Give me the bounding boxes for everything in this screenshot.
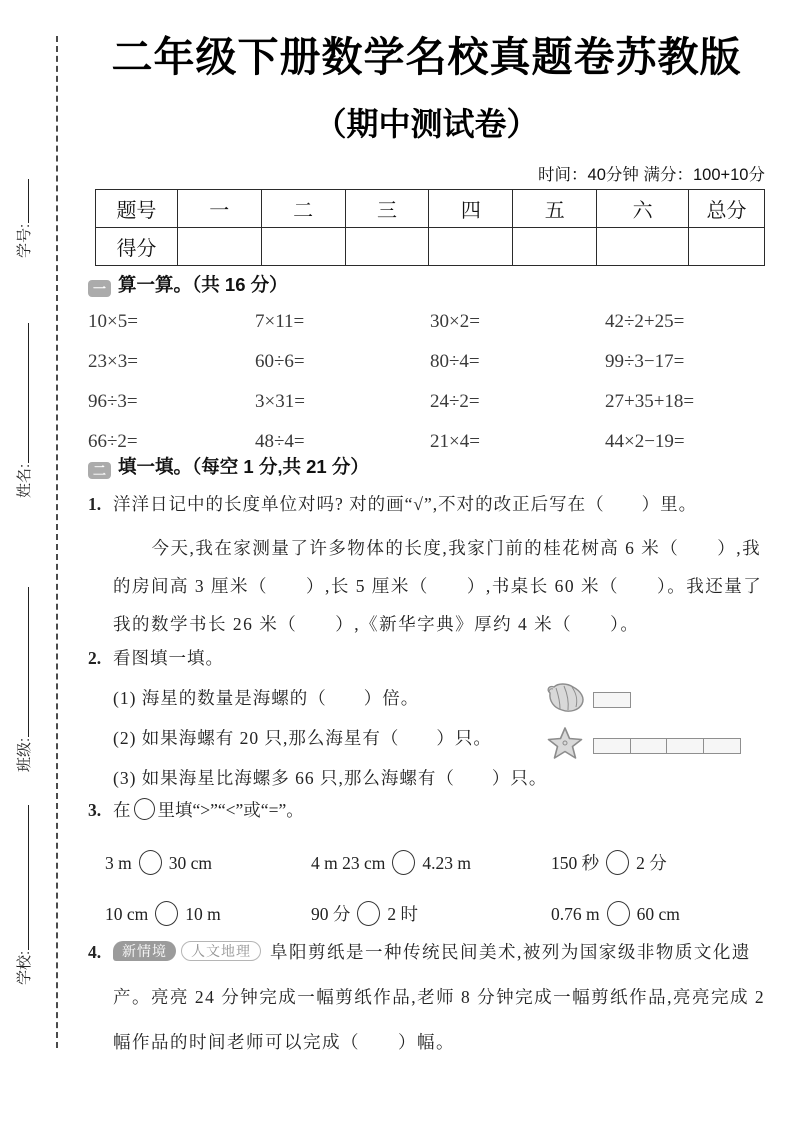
score-header-cell: 总分	[689, 190, 765, 228]
calc-problem: 66÷2=	[88, 431, 138, 452]
circle-icon	[139, 850, 162, 875]
score-header-cell: 一	[177, 190, 261, 228]
compare-left: 3 m	[105, 853, 132, 873]
question-1	[88, 492, 768, 643]
section-two-header	[88, 456, 765, 478]
margin-field-school	[13, 805, 37, 985]
question-3-prompt-after: 里填“>”“<”或“=”。	[157, 800, 304, 820]
question-4-paragraph	[113, 930, 768, 1065]
calc-problem: 42÷2+25=	[605, 311, 685, 332]
compare-right: 2 时	[387, 904, 418, 924]
question-4-number: 4.	[88, 942, 102, 962]
calc-problems-grid	[88, 302, 765, 462]
score-table-header-row	[96, 190, 765, 228]
conch-icon	[543, 682, 587, 718]
section-one-points: （共 16 分）	[192, 274, 288, 295]
question-3	[88, 798, 768, 931]
calc-problem: 60÷6=	[255, 351, 305, 372]
question-4	[88, 930, 768, 1065]
circle-icon	[134, 798, 155, 820]
compare-item	[105, 846, 212, 880]
question-3-prompt-before: 在	[113, 800, 131, 820]
calc-problem: 21×4=	[430, 431, 480, 452]
conch-row	[543, 682, 741, 718]
question-2-prompt: 看图填一填。	[113, 648, 224, 668]
compare-right: 4.23 m	[422, 853, 471, 873]
unit-box	[630, 738, 668, 754]
compare-right: 30 cm	[168, 853, 213, 873]
circle-icon	[357, 901, 380, 926]
compare-right: 60 cm	[636, 904, 680, 924]
question-2-sub-2: (2) 如果海螺有 20 只,那么海星有（ ）只。	[113, 728, 492, 748]
calc-problem: 80÷4=	[430, 351, 480, 372]
page-title: 二年级下册数学名校真题卷苏教版	[111, 34, 742, 80]
calc-problem: 96÷3=	[88, 391, 138, 412]
score-header-cell: 题号	[96, 190, 178, 228]
school-label: 学校:	[16, 950, 33, 985]
starfish-row	[543, 727, 741, 765]
calc-problem: 7×11=	[255, 311, 305, 332]
score-header-cell: 二	[261, 190, 345, 228]
calc-problem: 3×31=	[255, 391, 305, 412]
unit-box	[593, 692, 631, 708]
student-id-label: 学号:	[16, 223, 33, 258]
score-header-cell: 六	[597, 190, 689, 228]
circle-icon	[606, 850, 629, 875]
question-2-number: 2.	[88, 648, 102, 668]
unit-box	[666, 738, 704, 754]
question-1-number: 1.	[88, 494, 102, 514]
exam-meta: 时间：40分钟 满分：100+10分	[538, 166, 765, 184]
calc-problem: 27+35+18=	[605, 391, 695, 412]
question-4-text: 阜阳剪纸是一种传统民间美术,被列为国家级非物质文化遗产。亮亮 24 分钟完成一幅剪纸作品,老师 8 分钟完成一幅剪纸作品,亮亮完成 2 幅作品的时间老师可以完成（ ）幅。	[113, 942, 766, 1052]
section-one-badge-icon: 一	[88, 280, 111, 297]
question-3-prompt	[113, 798, 768, 822]
score-table-score-row	[96, 228, 765, 266]
compare-left: 0.76 m	[551, 904, 600, 924]
circle-icon	[155, 901, 178, 926]
question-2-sub-3: (3) 如果海星比海螺多 66 只,那么海螺有（ ）只。	[113, 768, 548, 788]
calc-problem: 48÷4=	[255, 431, 305, 452]
compare-right: 2 分	[636, 853, 667, 873]
compare-item	[311, 897, 418, 931]
question-1-diary-text: 今天,我在家测量了许多物体的长度,我家门前的桂花树高 6 米（ ）,我的房间高 3 厘米（ ）,长 5 厘米（ ）,书桌长 60 米（ ）。我还量了我的数学书长 26 米（ ）,《新华字典》厚约 4 米（ ）。	[113, 538, 763, 634]
school-blank-line	[13, 805, 29, 950]
score-empty-cell	[429, 228, 513, 266]
humanities-geography-badge: 人文地理	[181, 941, 261, 961]
compare-left: 10 cm	[105, 904, 149, 924]
class-label: 班级:	[16, 737, 33, 772]
unit-box	[703, 738, 741, 754]
score-header-cell: 四	[429, 190, 513, 228]
binding-dashed-line	[56, 36, 58, 1048]
compare-left: 150 秒	[551, 853, 600, 873]
calc-problem: 99÷3−17=	[605, 351, 685, 372]
circle-icon	[392, 850, 415, 875]
compare-item	[105, 897, 221, 931]
section-two-badge-icon: 二	[88, 462, 111, 479]
name-label: 姓名:	[16, 463, 33, 498]
score-empty-cell	[597, 228, 689, 266]
question-1-prompt: 洋洋日记中的长度单位对吗? 对的画“√”,不对的改正后写在（ ）里。	[113, 494, 698, 514]
margin-field-student-id	[13, 179, 37, 258]
unit-box	[593, 738, 631, 754]
class-blank-line	[13, 587, 29, 737]
calc-problem: 24÷2=	[430, 391, 480, 412]
question-3-number: 3.	[88, 800, 102, 820]
score-row-label: 得分	[96, 228, 178, 266]
question-2-figure	[543, 682, 741, 774]
margin-field-class	[13, 587, 37, 772]
compare-left: 90 分	[311, 904, 351, 924]
score-empty-cell	[513, 228, 597, 266]
score-empty-cell	[345, 228, 429, 266]
student-id-blank-line	[13, 179, 29, 223]
score-empty-cell	[689, 228, 765, 266]
compare-item	[551, 897, 680, 931]
section-one-header	[88, 274, 765, 296]
name-blank-line	[13, 323, 29, 463]
compare-item	[311, 846, 471, 880]
new-context-badge: 新情境	[113, 941, 176, 961]
starfish-unit-bar	[594, 738, 741, 754]
section-two-title: 填一填。	[118, 456, 193, 477]
score-empty-cell	[177, 228, 261, 266]
calc-problem: 30×2=	[430, 311, 480, 332]
score-header-cell: 五	[513, 190, 597, 228]
score-header-cell: 三	[345, 190, 429, 228]
compare-right: 10 m	[185, 904, 221, 924]
conch-unit-bar	[594, 692, 631, 708]
starfish-icon	[543, 727, 587, 765]
compare-item	[551, 846, 667, 880]
score-table	[95, 189, 765, 266]
section-one-title: 算一算。	[118, 274, 193, 295]
compare-row-1	[105, 846, 768, 880]
calc-problem: 44×2−19=	[605, 431, 685, 452]
margin-field-name	[13, 323, 37, 498]
calc-problem: 10×5=	[88, 311, 138, 332]
calc-problem: 23×3=	[88, 351, 138, 372]
page-subtitle: （期中测试卷）	[314, 106, 539, 142]
section-two-points: （每空 1 分,共 21 分）	[192, 456, 369, 477]
compare-row-2	[105, 897, 768, 931]
score-empty-cell	[261, 228, 345, 266]
question-2-sub-1: (1) 海星的数量是海螺的（ ）倍。	[113, 688, 420, 708]
compare-left: 4 m 23 cm	[311, 853, 386, 873]
circle-icon	[607, 901, 630, 926]
